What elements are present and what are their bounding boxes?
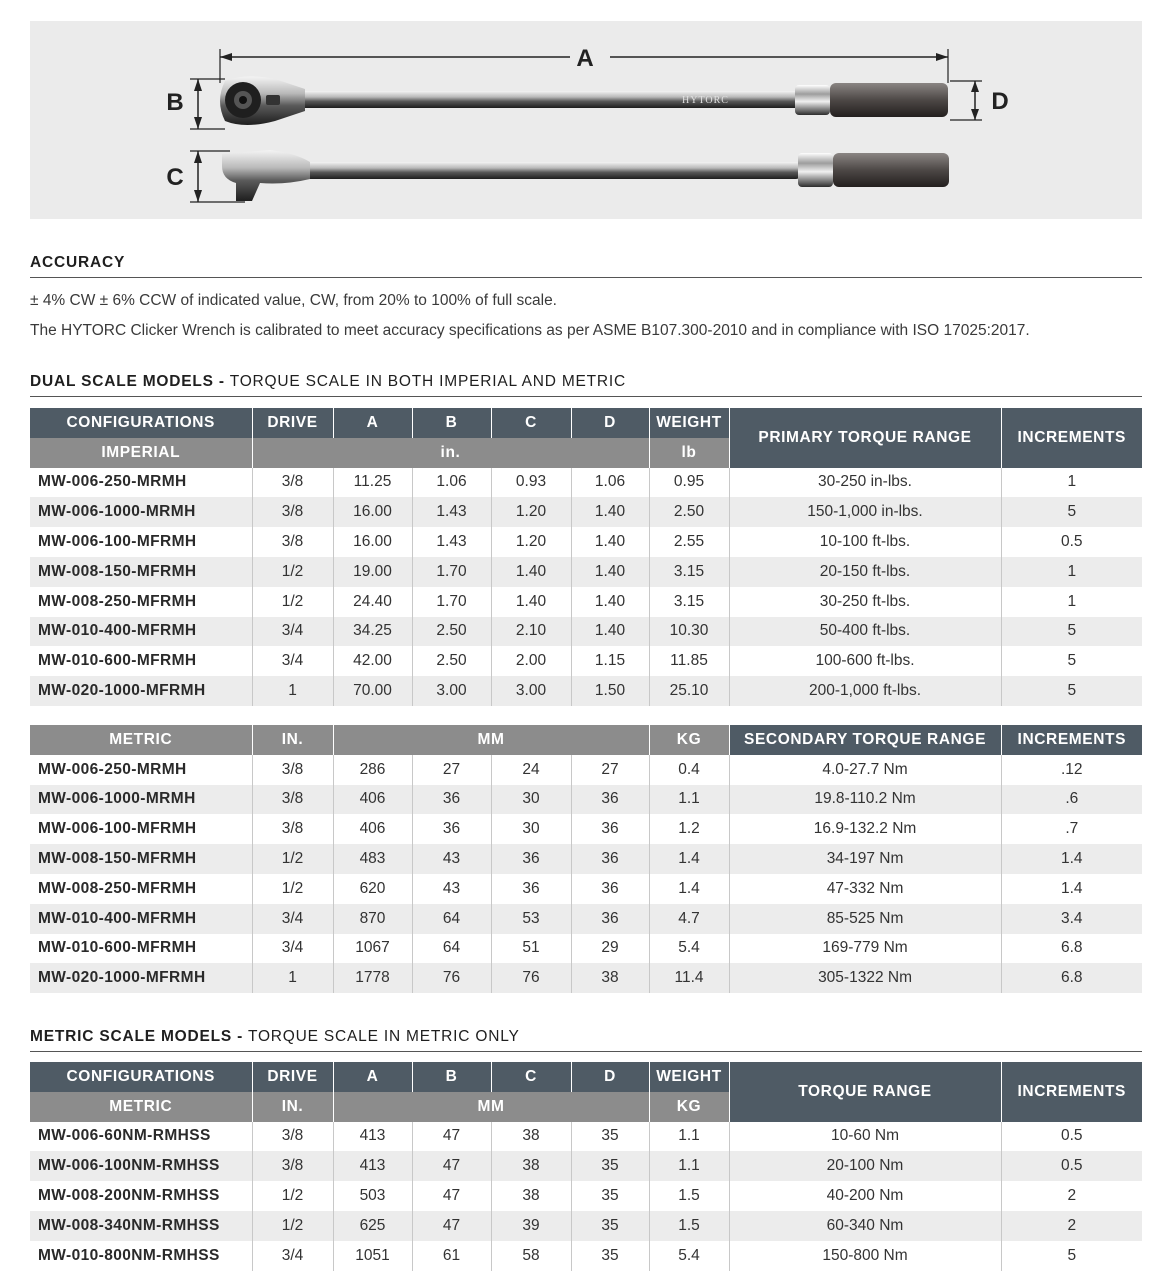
dual-scale-heading: DUAL SCALE MODELS - TORQUE SCALE IN BOTH IMPERIAL AND METRIC — [30, 373, 1142, 397]
unit-metric: METRIC — [30, 1092, 252, 1122]
dimension-label-b: B — [166, 89, 184, 116]
weight-cell: 11.4 — [649, 963, 729, 993]
c-cell: 30 — [491, 785, 571, 815]
col-b: B — [412, 408, 491, 438]
unit-imperial: IMPERIAL — [30, 438, 252, 468]
table-row — [30, 646, 1142, 676]
model-cell: MW-008-150-MFRMH — [30, 844, 252, 874]
c-cell: 3.00 — [491, 676, 571, 706]
table-row — [30, 617, 1142, 647]
drive-cell: 3/4 — [252, 1241, 333, 1271]
torque-range-cell: 16.9-132.2 Nm — [729, 814, 1001, 844]
increments-cell: 5 — [1001, 617, 1142, 647]
increments-cell: .12 — [1001, 755, 1142, 785]
drive-cell: 3/4 — [252, 617, 333, 647]
model-cell: MW-008-200NM-RMHSS — [38, 1187, 220, 1205]
b-cell: 1.43 — [412, 497, 491, 527]
col-mm: MM — [333, 725, 649, 755]
a-cell: 16.00 — [333, 527, 412, 557]
torque-range-cell: 150-800 Nm — [729, 1241, 1001, 1271]
weight-cell: 25.10 — [649, 676, 729, 706]
a-cell: 11.25 — [333, 468, 412, 498]
drive-cell: 1/2 — [252, 587, 333, 617]
dimension-d — [950, 81, 1009, 120]
a-cell: 413 — [333, 1151, 412, 1181]
table-row — [30, 904, 1142, 934]
d-cell: 36 — [571, 904, 649, 934]
d-cell: 1.15 — [571, 646, 649, 676]
col-increments: INCREMENTS — [1001, 725, 1142, 755]
torque-range-cell: 169-779 Nm — [729, 934, 1001, 964]
d-cell: 1.40 — [571, 617, 649, 647]
a-cell: 406 — [333, 814, 412, 844]
b-cell: 36 — [412, 785, 491, 815]
b-cell: 2.50 — [412, 646, 491, 676]
d-cell: 1.40 — [571, 497, 649, 527]
drive-cell: 3/8 — [252, 1151, 333, 1181]
table-row — [30, 676, 1142, 706]
table-row — [30, 1122, 1142, 1152]
torque-range-cell: 200-1,000 ft-lbs. — [729, 676, 1001, 706]
metric-header-row — [30, 725, 1142, 755]
increments-cell: 1.4 — [1001, 874, 1142, 904]
d-cell: 27 — [571, 755, 649, 785]
dimension-label-d: D — [991, 88, 1009, 115]
increments-cell: .7 — [1001, 814, 1142, 844]
model-cell: MW-010-600-MFRMH — [38, 939, 197, 957]
d-cell: 35 — [571, 1181, 649, 1211]
b-cell: 64 — [412, 904, 491, 934]
d-cell: 1.40 — [571, 557, 649, 587]
increments-cell: 1 — [1001, 587, 1142, 617]
d-cell: 29 — [571, 934, 649, 964]
col-secondary-torque-range: SECONDARY TORQUE RANGE — [729, 725, 1001, 755]
col-in: IN. — [252, 725, 333, 755]
drive-cell: 1/2 — [252, 557, 333, 587]
table-row — [30, 785, 1142, 815]
wrench-illustration — [30, 21, 1142, 219]
model-cell: MW-020-1000-MFRMH — [30, 963, 252, 993]
d-cell: 35 — [571, 1241, 649, 1271]
table-row — [30, 1151, 1142, 1181]
metric-only-spec-table — [30, 1062, 1142, 1271]
accuracy-heading: ACCURACY — [30, 254, 1142, 278]
c-cell: 36 — [491, 844, 571, 874]
c-cell: 36 — [491, 874, 571, 904]
brand-mark: HYTORC — [682, 95, 729, 106]
b-cell: 61 — [412, 1241, 491, 1271]
wrench-top-view — [220, 76, 948, 125]
b-cell: 2.50 — [412, 617, 491, 647]
weight-cell: 4.7 — [649, 904, 729, 934]
d-cell: 36 — [571, 874, 649, 904]
torque-range-cell: 47-332 Nm — [729, 874, 1001, 904]
unit-in: IN. — [252, 1092, 333, 1122]
dimension-label-a: A — [576, 45, 594, 72]
model-cell: MW-008-250-MFRMH — [38, 879, 197, 897]
torque-range-cell: 20-100 Nm — [729, 1151, 1001, 1181]
weight-cell: 1.5 — [649, 1181, 729, 1211]
unit-kg: KG — [649, 1092, 729, 1122]
wrench-side-view — [222, 150, 949, 201]
a-cell: 870 — [333, 904, 412, 934]
col-c: C — [491, 1062, 571, 1092]
a-cell: 34.25 — [333, 617, 412, 647]
col-drive: DRIVE — [252, 1062, 333, 1092]
a-cell: 503 — [333, 1181, 412, 1211]
col-c: C — [491, 408, 571, 438]
d-cell: 35 — [571, 1122, 649, 1152]
unit-in: in. — [252, 438, 649, 468]
col-primary-torque-range: PRIMARY TORQUE RANGE — [729, 408, 1001, 468]
increments-cell: 3.4 — [1001, 904, 1142, 934]
drive-cell: 3/8 — [252, 755, 333, 785]
torque-range-cell: 10-60 Nm — [729, 1122, 1001, 1152]
d-cell: 1.40 — [571, 527, 649, 557]
metric-only-header-row — [30, 1062, 1142, 1092]
table-row — [30, 497, 1142, 527]
increments-cell: .6 — [1001, 785, 1142, 815]
c-cell: 1.20 — [491, 527, 571, 557]
weight-cell: 1.4 — [649, 874, 729, 904]
dimension-b — [166, 79, 225, 129]
weight-cell: 1.4 — [649, 844, 729, 874]
imperial-header-row — [30, 408, 1142, 438]
table-row — [30, 527, 1142, 557]
weight-cell: 0.4 — [649, 755, 729, 785]
a-cell: 625 — [333, 1211, 412, 1241]
d-cell: 35 — [571, 1151, 649, 1181]
b-cell: 1.70 — [412, 587, 491, 617]
increments-cell: 5 — [1001, 497, 1142, 527]
a-cell: 483 — [333, 844, 412, 874]
table-row — [30, 1241, 1142, 1271]
c-cell: 53 — [491, 904, 571, 934]
c-cell: 24 — [491, 755, 571, 785]
b-cell: 1.70 — [412, 557, 491, 587]
increments-cell: 2 — [1001, 1211, 1142, 1241]
drive-cell: 1/2 — [252, 874, 333, 904]
drive-cell: 1 — [252, 676, 333, 706]
weight-cell: 1.5 — [649, 1211, 729, 1241]
accuracy-line-1: ± 4% CW ± 6% CCW of indicated value, CW, from 20% to 100% of full scale. — [30, 292, 557, 309]
increments-cell: 5 — [1001, 646, 1142, 676]
drive-cell: 1/2 — [252, 1211, 333, 1241]
c-cell: 2.00 — [491, 646, 571, 676]
table-row — [30, 557, 1142, 587]
table-row — [30, 963, 1142, 993]
torque-range-cell: 85-525 Nm — [729, 904, 1001, 934]
drive-cell: 3/8 — [252, 785, 333, 815]
a-cell: 42.00 — [333, 646, 412, 676]
drive-cell: 3/8 — [252, 468, 333, 498]
dimension-label-c: C — [166, 164, 184, 191]
drive-cell: 1 — [252, 963, 333, 993]
b-cell: 36 — [412, 814, 491, 844]
torque-range-cell: 60-340 Nm — [729, 1211, 1001, 1241]
drive-cell: 1/2 — [252, 844, 333, 874]
weight-cell: 11.85 — [649, 646, 729, 676]
weight-cell: 1.1 — [649, 1122, 729, 1152]
a-cell: 70.00 — [333, 676, 412, 706]
a-cell: 1051 — [333, 1241, 412, 1271]
c-cell: 2.10 — [491, 617, 571, 647]
drive-cell: 3/4 — [252, 904, 333, 934]
a-cell: 286 — [333, 755, 412, 785]
torque-range-cell: 20-150 ft-lbs. — [729, 557, 1001, 587]
b-cell: 43 — [412, 874, 491, 904]
d-cell: 1.06 — [571, 468, 649, 498]
model-cell: MW-006-100-MFRMH — [38, 820, 197, 838]
col-configurations: CONFIGURATIONS — [30, 408, 252, 438]
torque-range-cell: 30-250 ft-lbs. — [729, 587, 1001, 617]
model-cell: MW-006-100NM-RMHSS — [30, 1151, 252, 1181]
weight-cell: 0.95 — [649, 468, 729, 498]
weight-cell: 5.4 — [649, 934, 729, 964]
increments-cell: 1 — [1001, 557, 1142, 587]
b-cell: 64 — [412, 934, 491, 964]
table-row — [30, 844, 1142, 874]
weight-cell: 3.15 — [649, 557, 729, 587]
b-cell: 27 — [412, 755, 491, 785]
b-cell: 1.06 — [412, 468, 491, 498]
a-cell: 1778 — [333, 963, 412, 993]
model-cell: MW-010-600-MFRMH — [38, 652, 197, 670]
increments-cell: 5 — [1001, 676, 1142, 706]
a-cell: 620 — [333, 874, 412, 904]
b-cell: 47 — [412, 1151, 491, 1181]
torque-range-cell: 305-1322 Nm — [729, 963, 1001, 993]
d-cell: 35 — [571, 1211, 649, 1241]
table-row — [30, 874, 1142, 904]
drive-cell: 3/4 — [252, 934, 333, 964]
model-cell: MW-006-1000-MRMH — [30, 785, 252, 815]
increments-cell: 0.5 — [1001, 527, 1142, 557]
model-cell: MW-008-250-MFRMH — [38, 592, 197, 610]
torque-range-cell: 34-197 Nm — [729, 844, 1001, 874]
col-d: D — [571, 1062, 649, 1092]
model-cell: MW-006-100-MFRMH — [38, 533, 197, 551]
a-cell: 1067 — [333, 934, 412, 964]
model-cell: MW-020-1000-MFRMH — [30, 676, 252, 706]
col-configurations: CONFIGURATIONS — [30, 1062, 252, 1092]
col-a: A — [333, 408, 412, 438]
model-cell: MW-006-60NM-RMHSS — [38, 1127, 211, 1145]
torque-range-cell: 100-600 ft-lbs. — [729, 646, 1001, 676]
model-cell: MW-006-1000-MRMH — [30, 497, 252, 527]
drive-cell: 3/8 — [252, 1122, 333, 1152]
d-cell: 1.50 — [571, 676, 649, 706]
col-b: B — [412, 1062, 491, 1092]
c-cell: 76 — [491, 963, 571, 993]
c-cell: 38 — [491, 1122, 571, 1152]
torque-range-cell: 19.8-110.2 Nm — [729, 785, 1001, 815]
table-row — [30, 468, 1142, 498]
increments-cell: 0.5 — [1001, 1151, 1142, 1181]
weight-cell: 2.50 — [649, 497, 729, 527]
unit-mm: MM — [333, 1092, 649, 1122]
col-torque-range: TORQUE RANGE — [729, 1062, 1001, 1122]
unit-lb: lb — [649, 438, 729, 468]
model-cell: MW-006-250-MRMH — [38, 473, 187, 491]
col-increments: INCREMENTS — [1001, 1062, 1142, 1122]
col-increments: INCREMENTS — [1001, 408, 1142, 468]
col-a: A — [333, 1062, 412, 1092]
col-kg: KG — [649, 725, 729, 755]
a-cell: 19.00 — [333, 557, 412, 587]
col-weight: WEIGHT — [649, 408, 729, 438]
c-cell: 1.20 — [491, 497, 571, 527]
weight-cell: 1.2 — [649, 814, 729, 844]
a-cell: 406 — [333, 785, 412, 815]
model-cell: MW-008-340NM-RMHSS — [30, 1211, 252, 1241]
imperial-spec-table — [30, 408, 1142, 706]
torque-range-cell: 4.0-27.7 Nm — [729, 755, 1001, 785]
b-cell: 47 — [412, 1211, 491, 1241]
col-metric: METRIC — [30, 725, 252, 755]
increments-cell: 6.8 — [1001, 934, 1142, 964]
table-row — [30, 587, 1142, 617]
table-row — [30, 755, 1142, 785]
drive-cell: 3/8 — [252, 527, 333, 557]
torque-range-cell: 30-250 in-lbs. — [729, 468, 1001, 498]
metric-spec-table — [30, 725, 1142, 993]
increments-cell: 5 — [1001, 1241, 1142, 1271]
drive-cell: 1/2 — [252, 1181, 333, 1211]
c-cell: 38 — [491, 1181, 571, 1211]
table-row — [30, 814, 1142, 844]
table-row — [30, 1181, 1142, 1211]
increments-cell: 1.4 — [1001, 844, 1142, 874]
increments-cell: 6.8 — [1001, 963, 1142, 993]
weight-cell: 1.1 — [649, 1151, 729, 1181]
metric-scale-heading: METRIC SCALE MODELS - TORQUE SCALE IN METRIC ONLY — [30, 1028, 1142, 1052]
a-cell: 16.00 — [333, 497, 412, 527]
increments-cell: 0.5 — [1001, 1122, 1142, 1152]
c-cell: 1.40 — [491, 587, 571, 617]
torque-range-cell: 50-400 ft-lbs. — [729, 617, 1001, 647]
b-cell: 43 — [412, 844, 491, 874]
col-drive: DRIVE — [252, 408, 333, 438]
weight-cell: 3.15 — [649, 587, 729, 617]
torque-range-cell: 40-200 Nm — [729, 1181, 1001, 1211]
c-cell: 39 — [491, 1211, 571, 1241]
d-cell: 38 — [571, 963, 649, 993]
b-cell: 3.00 — [412, 676, 491, 706]
a-cell: 413 — [333, 1122, 412, 1152]
c-cell: 51 — [491, 934, 571, 964]
c-cell: 58 — [491, 1241, 571, 1271]
d-cell: 1.40 — [571, 587, 649, 617]
d-cell: 36 — [571, 844, 649, 874]
model-cell: MW-010-400-MFRMH — [30, 904, 252, 934]
accuracy-line-2: The HYTORC Clicker Wrench is calibrated to meet accuracy specifications as per ASME B107.300-2010 and in compliance with ISO 17025:2017. — [30, 322, 1030, 339]
c-cell: 30 — [491, 814, 571, 844]
b-cell: 76 — [412, 963, 491, 993]
model-cell: MW-008-150-MFRMH — [30, 557, 252, 587]
col-weight: WEIGHT — [649, 1062, 729, 1092]
model-cell: MW-010-800NM-RMHSS — [38, 1246, 220, 1264]
weight-cell: 5.4 — [649, 1241, 729, 1271]
d-cell: 36 — [571, 785, 649, 815]
b-cell: 1.43 — [412, 527, 491, 557]
dimension-a — [220, 45, 948, 83]
c-cell: 0.93 — [491, 468, 571, 498]
weight-cell: 1.1 — [649, 785, 729, 815]
b-cell: 47 — [412, 1181, 491, 1211]
c-cell: 1.40 — [491, 557, 571, 587]
weight-cell: 2.55 — [649, 527, 729, 557]
b-cell: 47 — [412, 1122, 491, 1152]
model-cell: MW-010-400-MFRMH — [30, 617, 252, 647]
drive-cell: 3/8 — [252, 497, 333, 527]
d-cell: 36 — [571, 814, 649, 844]
model-cell: MW-006-250-MRMH — [38, 760, 187, 778]
torque-range-cell: 150-1,000 in-lbs. — [729, 497, 1001, 527]
table-row — [30, 1211, 1142, 1241]
wrench-diagram — [30, 21, 1142, 219]
drive-cell: 3/8 — [252, 814, 333, 844]
torque-range-cell: 10-100 ft-lbs. — [729, 527, 1001, 557]
drive-cell: 3/4 — [252, 646, 333, 676]
col-d: D — [571, 408, 649, 438]
table-row — [30, 934, 1142, 964]
c-cell: 38 — [491, 1151, 571, 1181]
increments-cell: 2 — [1001, 1181, 1142, 1211]
increments-cell: 1 — [1001, 468, 1142, 498]
weight-cell: 10.30 — [649, 617, 729, 647]
a-cell: 24.40 — [333, 587, 412, 617]
